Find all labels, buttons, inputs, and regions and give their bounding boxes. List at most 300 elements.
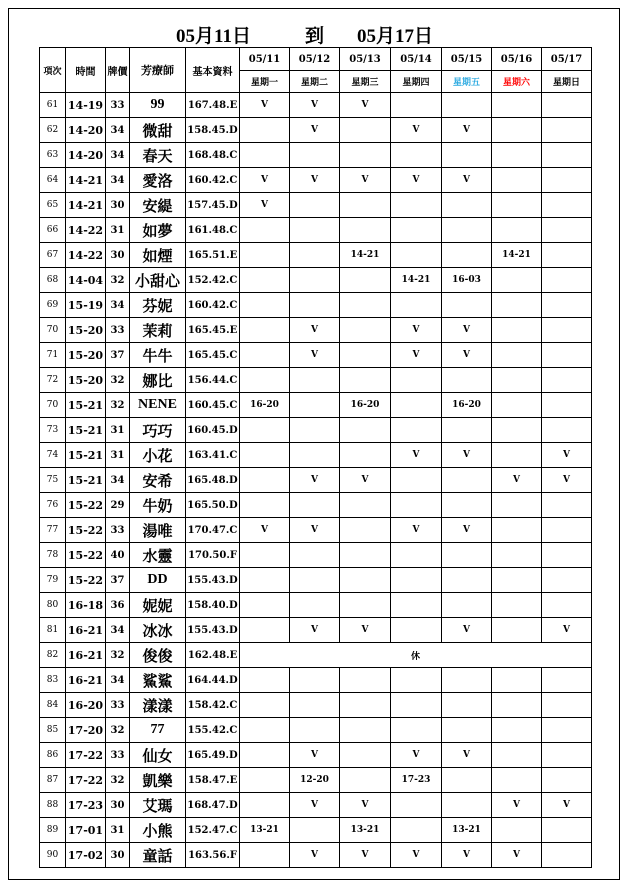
day-cell xyxy=(492,518,542,543)
table-row xyxy=(40,193,592,218)
day-cell: V xyxy=(492,843,542,868)
day-cell: V xyxy=(542,468,592,493)
row-time: 16-18 xyxy=(66,593,106,618)
day-cell xyxy=(492,593,542,618)
header-date: 05/16 xyxy=(492,48,542,71)
day-cell xyxy=(542,418,592,443)
row-index: 85 xyxy=(40,718,66,743)
day-cell: V xyxy=(442,843,492,868)
day-cell xyxy=(290,393,340,418)
day-cell: V xyxy=(442,118,492,143)
day-cell: V xyxy=(492,793,542,818)
day-cell xyxy=(240,768,290,793)
day-cell xyxy=(391,593,442,618)
day-cell xyxy=(391,468,442,493)
row-therapist-name: 安希 xyxy=(130,468,186,493)
row-index: 84 xyxy=(40,693,66,718)
day-cell xyxy=(492,668,542,693)
row-therapist-name: 如煙 xyxy=(130,243,186,268)
day-cell xyxy=(340,368,391,393)
schedule-table xyxy=(39,47,592,868)
row-index: 81 xyxy=(40,618,66,643)
day-cell xyxy=(290,243,340,268)
day-cell: V xyxy=(340,843,391,868)
table-row xyxy=(40,493,592,518)
table-row xyxy=(40,643,592,668)
day-cell xyxy=(391,368,442,393)
day-cell: V xyxy=(290,618,340,643)
day-cell: V xyxy=(240,93,290,118)
row-price: 34 xyxy=(106,668,130,693)
day-cell xyxy=(492,818,542,843)
header-date: 05/12 xyxy=(290,48,340,71)
day-cell xyxy=(492,568,542,593)
day-cell xyxy=(240,118,290,143)
row-index: 68 xyxy=(40,268,66,293)
row-basic-info: 165.45.E xyxy=(186,318,240,343)
day-cell xyxy=(240,368,290,393)
day-cell xyxy=(340,143,391,168)
row-time: 15-21 xyxy=(66,443,106,468)
day-cell xyxy=(290,593,340,618)
day-cell xyxy=(240,243,290,268)
row-price: 30 xyxy=(106,793,130,818)
day-cell xyxy=(492,743,542,768)
day-cell xyxy=(542,693,592,718)
day-cell xyxy=(442,293,492,318)
row-time: 15-20 xyxy=(66,368,106,393)
day-cell xyxy=(340,543,391,568)
day-cell xyxy=(290,293,340,318)
table-row xyxy=(40,843,592,868)
day-cell: V xyxy=(442,518,492,543)
day-cell: V xyxy=(290,343,340,368)
day-cell xyxy=(240,793,290,818)
row-therapist-name: 童話 xyxy=(130,843,186,868)
day-cell xyxy=(391,293,442,318)
day-cell xyxy=(542,668,592,693)
table-row xyxy=(40,543,592,568)
day-cell xyxy=(442,668,492,693)
day-cell xyxy=(240,843,290,868)
day-cell xyxy=(340,418,391,443)
row-price: 32 xyxy=(106,268,130,293)
day-cell: 14-21 xyxy=(391,268,442,293)
row-time: 17-02 xyxy=(66,843,106,868)
table-row xyxy=(40,743,592,768)
day-cell xyxy=(542,518,592,543)
day-cell: V xyxy=(340,168,391,193)
row-price: 34 xyxy=(106,118,130,143)
header-date: 05/14 xyxy=(391,48,442,71)
day-cell xyxy=(290,493,340,518)
row-time: 17-22 xyxy=(66,768,106,793)
day-cell: 13-21 xyxy=(340,818,391,843)
header-info: 基本資料 xyxy=(186,48,240,93)
day-cell xyxy=(492,218,542,243)
row-time: 15-22 xyxy=(66,543,106,568)
day-cell xyxy=(442,693,492,718)
row-price: 36 xyxy=(106,593,130,618)
day-cell: V xyxy=(391,743,442,768)
table-row xyxy=(40,118,592,143)
row-index: 70 xyxy=(40,393,66,418)
day-cell xyxy=(340,443,391,468)
day-cell xyxy=(391,493,442,518)
day-cell: V xyxy=(290,118,340,143)
day-cell xyxy=(542,718,592,743)
row-price: 30 xyxy=(106,243,130,268)
row-price: 37 xyxy=(106,343,130,368)
day-cell xyxy=(542,218,592,243)
row-therapist-name: 艾瑪 xyxy=(130,793,186,818)
row-price: 30 xyxy=(106,843,130,868)
day-cell xyxy=(542,168,592,193)
day-cell: 16-20 xyxy=(240,393,290,418)
row-time: 15-22 xyxy=(66,518,106,543)
row-basic-info: 164.44.D xyxy=(186,668,240,693)
day-cell xyxy=(290,418,340,443)
row-basic-info: 155.43.D xyxy=(186,568,240,593)
day-cell xyxy=(290,268,340,293)
day-cell xyxy=(340,718,391,743)
day-cell xyxy=(442,368,492,393)
day-cell: V xyxy=(340,93,391,118)
row-time: 15-20 xyxy=(66,343,106,368)
row-basic-info: 165.51.E xyxy=(186,243,240,268)
header-time: 時間 xyxy=(66,48,106,93)
row-index: 86 xyxy=(40,743,66,768)
row-therapist-name: 俊俊 xyxy=(130,643,186,668)
table-row xyxy=(40,93,592,118)
day-cell: 14-21 xyxy=(492,243,542,268)
day-cell: V xyxy=(442,443,492,468)
day-cell xyxy=(240,218,290,243)
row-time: 17-23 xyxy=(66,793,106,818)
day-cell xyxy=(340,493,391,518)
table-row xyxy=(40,593,592,618)
row-therapist-name: 牛奶 xyxy=(130,493,186,518)
row-time: 15-19 xyxy=(66,293,106,318)
row-basic-info: 160.45.C xyxy=(186,393,240,418)
day-cell xyxy=(340,343,391,368)
table-row xyxy=(40,768,592,793)
day-cell: V xyxy=(391,168,442,193)
day-cell xyxy=(492,493,542,518)
day-cell xyxy=(542,343,592,368)
row-basic-info: 158.47.E xyxy=(186,768,240,793)
day-cell: V xyxy=(542,618,592,643)
row-index: 69 xyxy=(40,293,66,318)
row-time: 14-21 xyxy=(66,168,106,193)
header-therapist: 芳療師 xyxy=(130,48,186,93)
row-index: 62 xyxy=(40,118,66,143)
table-row xyxy=(40,368,592,393)
header-weekday: 星期四 xyxy=(391,71,442,93)
row-index: 77 xyxy=(40,518,66,543)
header-weekday-saturday: 星期六 xyxy=(492,71,542,93)
table-row xyxy=(40,393,592,418)
row-price: 37 xyxy=(106,568,130,593)
row-time: 17-01 xyxy=(66,818,106,843)
day-cell xyxy=(542,568,592,593)
day-cell xyxy=(492,618,542,643)
row-price: 32 xyxy=(106,393,130,418)
row-therapist-name: 如夢 xyxy=(130,218,186,243)
day-cell xyxy=(240,493,290,518)
day-cell xyxy=(240,743,290,768)
row-basic-info: 168.47.D xyxy=(186,793,240,818)
table-row xyxy=(40,518,592,543)
row-index: 63 xyxy=(40,143,66,168)
row-basic-info: 170.47.C xyxy=(186,518,240,543)
day-cell xyxy=(391,143,442,168)
row-index: 61 xyxy=(40,93,66,118)
row-index: 66 xyxy=(40,218,66,243)
row-basic-info: 165.45.C xyxy=(186,343,240,368)
day-cell xyxy=(542,543,592,568)
row-basic-info: 155.42.C xyxy=(186,718,240,743)
day-cell xyxy=(492,443,542,468)
row-time: 14-04 xyxy=(66,268,106,293)
day-cell xyxy=(290,368,340,393)
row-therapist-name: 水靈 xyxy=(130,543,186,568)
day-cell xyxy=(240,443,290,468)
day-cell xyxy=(542,318,592,343)
row-therapist-name: 巧巧 xyxy=(130,418,186,443)
day-cell xyxy=(290,443,340,468)
day-cell xyxy=(492,768,542,793)
day-cell: V xyxy=(290,743,340,768)
row-basic-info: 161.48.C xyxy=(186,218,240,243)
day-cell xyxy=(340,568,391,593)
table-row xyxy=(40,793,592,818)
day-cell xyxy=(542,818,592,843)
title-end-date: 05月17日 xyxy=(357,26,434,47)
day-cell xyxy=(442,193,492,218)
row-price: 33 xyxy=(106,518,130,543)
day-cell xyxy=(290,718,340,743)
day-cell xyxy=(442,243,492,268)
day-cell xyxy=(391,543,442,568)
day-cell xyxy=(442,493,492,518)
day-cell xyxy=(492,268,542,293)
row-basic-info: 155.43.D xyxy=(186,618,240,643)
row-basic-info: 168.48.C xyxy=(186,143,240,168)
day-cell: 14-21 xyxy=(340,243,391,268)
day-cell xyxy=(492,393,542,418)
row-basic-info: 160.42.C xyxy=(186,168,240,193)
row-index: 76 xyxy=(40,493,66,518)
day-cell xyxy=(391,193,442,218)
day-cell xyxy=(542,243,592,268)
day-cell xyxy=(492,93,542,118)
row-time: 14-22 xyxy=(66,218,106,243)
row-price: 32 xyxy=(106,768,130,793)
header-index: 項次 xyxy=(40,48,66,93)
row-time: 14-20 xyxy=(66,118,106,143)
row-price: 32 xyxy=(106,718,130,743)
day-cell xyxy=(340,318,391,343)
day-cell xyxy=(442,568,492,593)
row-index: 89 xyxy=(40,818,66,843)
day-cell: 13-21 xyxy=(240,818,290,843)
day-cell xyxy=(240,143,290,168)
day-cell xyxy=(442,593,492,618)
day-cell xyxy=(391,568,442,593)
row-price: 31 xyxy=(106,818,130,843)
row-therapist-name: 99 xyxy=(130,93,186,118)
header-weekday-friday: 星期五 xyxy=(442,71,492,93)
day-cell xyxy=(442,418,492,443)
row-time: 17-22 xyxy=(66,743,106,768)
table-row xyxy=(40,168,592,193)
row-price: 34 xyxy=(106,143,130,168)
day-cell: V xyxy=(290,518,340,543)
row-basic-info: 167.48.E xyxy=(186,93,240,118)
row-index: 87 xyxy=(40,768,66,793)
day-cell xyxy=(442,93,492,118)
row-basic-info: 160.45.D xyxy=(186,418,240,443)
day-cell xyxy=(240,293,290,318)
day-cell xyxy=(391,418,442,443)
row-therapist-name: 小花 xyxy=(130,443,186,468)
row-index: 72 xyxy=(40,368,66,393)
row-therapist-name: 鯊鯊 xyxy=(130,668,186,693)
day-cell xyxy=(542,143,592,168)
title-separator: 到 xyxy=(305,26,325,47)
day-cell xyxy=(290,193,340,218)
day-cell: V xyxy=(542,793,592,818)
row-basic-info: 170.50.F xyxy=(186,543,240,568)
day-cell xyxy=(290,668,340,693)
row-therapist-name: 漾漾 xyxy=(130,693,186,718)
schedule-title xyxy=(9,21,619,47)
table-row xyxy=(40,618,592,643)
row-price: 32 xyxy=(106,368,130,393)
row-time: 14-20 xyxy=(66,143,106,168)
row-index: 88 xyxy=(40,793,66,818)
day-cell xyxy=(290,693,340,718)
day-cell xyxy=(290,218,340,243)
header-weekday: 星期三 xyxy=(340,71,391,93)
row-basic-info: 158.45.D xyxy=(186,118,240,143)
row-therapist-name: 愛洛 xyxy=(130,168,186,193)
day-cell xyxy=(492,418,542,443)
day-cell: 17-23 xyxy=(391,768,442,793)
day-cell: V xyxy=(391,118,442,143)
table-row xyxy=(40,668,592,693)
row-therapist-name: 小熊 xyxy=(130,818,186,843)
row-basic-info: 165.48.D xyxy=(186,468,240,493)
day-cell: 16-20 xyxy=(442,393,492,418)
day-cell xyxy=(340,693,391,718)
day-cell xyxy=(492,168,542,193)
day-cell xyxy=(442,543,492,568)
table-row xyxy=(40,693,592,718)
day-cell: 13-21 xyxy=(442,818,492,843)
row-therapist-name: 冰冰 xyxy=(130,618,186,643)
day-cell: V xyxy=(442,618,492,643)
day-cell: V xyxy=(240,518,290,543)
header-date: 05/17 xyxy=(542,48,592,71)
day-cell xyxy=(442,143,492,168)
row-therapist-name: 牛牛 xyxy=(130,343,186,368)
schedule-rows xyxy=(40,93,592,868)
row-index: 65 xyxy=(40,193,66,218)
row-basic-info: 158.42.C xyxy=(186,693,240,718)
day-cell xyxy=(542,293,592,318)
day-cell xyxy=(442,793,492,818)
table-row xyxy=(40,218,592,243)
row-therapist-name: 春天 xyxy=(130,143,186,168)
row-index: 73 xyxy=(40,418,66,443)
day-cell xyxy=(240,618,290,643)
day-cell xyxy=(240,668,290,693)
row-price: 40 xyxy=(106,543,130,568)
table-row xyxy=(40,343,592,368)
table-row xyxy=(40,568,592,593)
day-cell: V xyxy=(290,468,340,493)
day-cell xyxy=(391,793,442,818)
day-cell xyxy=(240,543,290,568)
day-cell xyxy=(542,843,592,868)
row-price: 33 xyxy=(106,93,130,118)
row-time: 16-21 xyxy=(66,618,106,643)
header-weekday: 星期日 xyxy=(542,71,592,93)
day-cell xyxy=(391,218,442,243)
row-price: 31 xyxy=(106,443,130,468)
day-cell xyxy=(542,593,592,618)
table-row xyxy=(40,443,592,468)
row-basic-info: 157.45.D xyxy=(186,193,240,218)
row-basic-info: 158.40.D xyxy=(186,593,240,618)
row-time: 15-21 xyxy=(66,393,106,418)
day-cell xyxy=(240,693,290,718)
day-cell: V xyxy=(442,168,492,193)
row-time: 15-21 xyxy=(66,468,106,493)
table-row xyxy=(40,418,592,443)
row-price: 34 xyxy=(106,618,130,643)
day-cell xyxy=(391,93,442,118)
day-cell: V xyxy=(290,843,340,868)
header-weekday: 星期二 xyxy=(290,71,340,93)
row-therapist-name: DD xyxy=(130,568,186,593)
day-cell xyxy=(290,568,340,593)
day-cell xyxy=(492,368,542,393)
row-basic-info: 156.44.C xyxy=(186,368,240,393)
day-cell xyxy=(542,118,592,143)
day-cell xyxy=(340,293,391,318)
day-cell xyxy=(391,818,442,843)
row-therapist-name: 茉莉 xyxy=(130,318,186,343)
table-row xyxy=(40,143,592,168)
row-time: 14-21 xyxy=(66,193,106,218)
day-cell xyxy=(240,268,290,293)
day-cell xyxy=(240,418,290,443)
row-price: 33 xyxy=(106,743,130,768)
table-row xyxy=(40,718,592,743)
day-cell xyxy=(391,393,442,418)
row-therapist-name: 妮妮 xyxy=(130,593,186,618)
header-date: 05/11 xyxy=(240,48,290,71)
day-cell xyxy=(340,743,391,768)
row-price: 33 xyxy=(106,318,130,343)
row-index: 71 xyxy=(40,343,66,368)
day-cell xyxy=(492,543,542,568)
row-basic-info: 163.41.C xyxy=(186,443,240,468)
row-time: 14-19 xyxy=(66,93,106,118)
